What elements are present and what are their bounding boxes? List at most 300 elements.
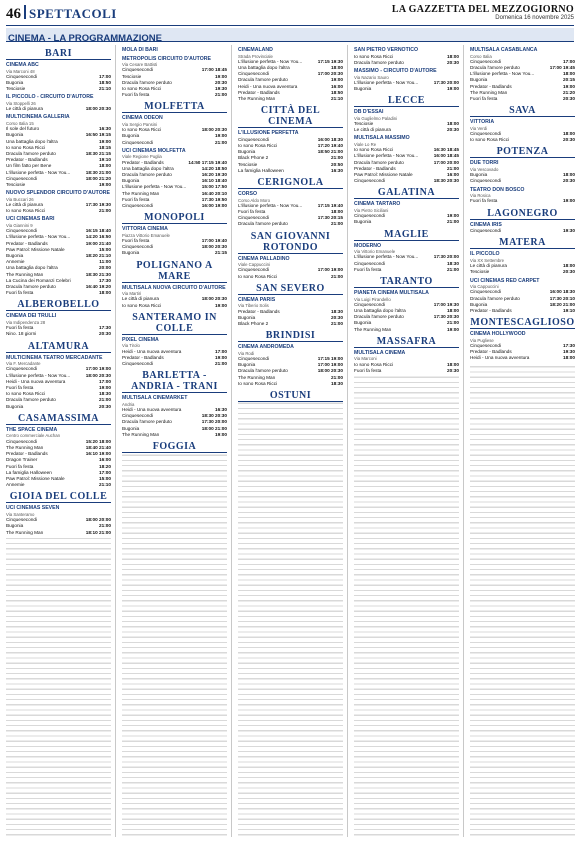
film-title: Cinquesecondi	[238, 267, 270, 273]
film-title: Dracula l'amore perduto	[238, 77, 288, 83]
showtime-row	[354, 267, 459, 273]
film-times: 21:00	[215, 92, 227, 98]
film-times: 17:30	[563, 343, 575, 349]
film-title: Cinquesecondi	[122, 139, 154, 145]
film-times: 17:30 20:10	[549, 295, 575, 301]
city-heading: GALATINA	[354, 187, 459, 199]
film-times: 19:00	[447, 86, 459, 91]
cinema-name: CINEMA DEI TRULLI	[6, 313, 57, 320]
cinema-name: CINEMA PALLADINO	[238, 255, 290, 262]
film-title: Tesciosie	[6, 182, 26, 188]
film-title: Bugonia	[470, 172, 488, 178]
film-title: Fuori fa festa	[122, 196, 150, 202]
cinema-name: VITTORIA CINEMA	[122, 226, 168, 233]
film-times: 17:00 20:30	[317, 71, 343, 77]
cinema-address: Via Pugliese	[470, 337, 494, 343]
film-times: 21:00	[331, 273, 343, 279]
film-title: Io sono Rosa Ricci	[122, 86, 162, 91]
film-times: 21:00	[99, 523, 111, 529]
showtime-row	[238, 274, 343, 280]
cinema-address: Andria	[122, 401, 135, 407]
film-title: Bugonia	[354, 86, 372, 91]
film-title: Le città di pianura	[6, 202, 44, 208]
showtime-row	[6, 86, 111, 92]
city-heading: ALBEROBELLO	[6, 299, 111, 311]
city-heading: MONOPOLI	[122, 212, 227, 224]
cinema-name: CINEMA HOLLYWOOD	[470, 331, 526, 338]
showtime-row	[470, 228, 575, 234]
film-title: Fuori fa festa	[6, 385, 34, 391]
film-title: Cinquesecondi	[238, 136, 270, 142]
showtime-row	[6, 182, 111, 188]
film-title: La Cucina dei Romanzi Celebri	[6, 277, 71, 283]
masthead	[392, 4, 574, 21]
film-times: 19:00	[215, 354, 227, 360]
film-times: 21:00	[99, 208, 111, 214]
cinema-address: Via Indipendenza 28	[6, 320, 46, 326]
city-heading: ALTAMURA	[6, 341, 111, 353]
showtime-row	[238, 381, 343, 387]
film-title: Paw Patrol: Missione Natale	[6, 475, 65, 481]
film-title: Dracula l'amore perduto	[470, 65, 520, 70]
cinema-address: Via Stoppelli 26	[6, 101, 36, 106]
cinema-name: MASSIMO - CIRCUITO D'AUTORE	[354, 68, 437, 74]
film-times: 20:30	[447, 367, 459, 373]
film-title: The Running Man	[6, 271, 44, 277]
film-title: Cinquesecondi	[122, 203, 154, 209]
film-times: 17:00 20:00	[433, 159, 459, 165]
showtime-row	[122, 303, 227, 309]
showtime-row	[354, 127, 459, 133]
showtime-row	[6, 482, 111, 488]
showtime-row	[6, 404, 111, 410]
film-times: 20:30	[331, 314, 343, 320]
film-title: L'illusione perfetta - Now You...	[354, 79, 419, 85]
film-times: 17:15 19:40	[317, 202, 343, 208]
film-title: Bugonia	[354, 320, 372, 326]
cinema-address: Via Giannini 9	[6, 223, 33, 229]
film-times: 18:00 20:30	[201, 127, 227, 133]
column-rule	[231, 45, 232, 837]
film-times: 16:30	[215, 407, 227, 413]
film-title: The Running Man	[354, 326, 392, 332]
showtime-row	[6, 208, 111, 214]
film-times: 20:15	[563, 77, 575, 83]
film-title: Fuori fa festa	[122, 238, 150, 244]
film-times: 21:00	[215, 361, 227, 367]
film-times: 17:30 20:15	[317, 215, 343, 221]
film-times: 17:00	[99, 73, 111, 79]
film-times: 18:30 21:30	[85, 271, 111, 277]
film-title: Fuori fa festa	[122, 92, 150, 98]
film-times: 17:30	[99, 325, 111, 331]
film-times: 16:10 18:40	[201, 178, 227, 184]
cinema-address: Via Marconi 48	[6, 68, 35, 74]
film-title: Predator - Badlands	[6, 240, 48, 246]
film-title: The Running Man	[238, 374, 276, 380]
cinema-name: MULTISALA CINEMARKET	[122, 395, 188, 402]
film-times: 18:00 21:20	[85, 175, 111, 181]
film-title: Bugonia	[238, 149, 256, 155]
film-times: 18:00	[563, 172, 575, 178]
cinema-name: MOLA DI BARI	[122, 47, 158, 53]
film-times: 20:30	[447, 127, 459, 133]
film-title: Fuori fa festa	[354, 266, 382, 272]
film-times: 17:00 19:45	[549, 65, 575, 70]
film-title: Dracula l'amore perduto	[122, 172, 172, 178]
film-times: 21:00	[447, 320, 459, 326]
film-times: 16:30	[99, 126, 111, 132]
showtime-row	[238, 96, 343, 102]
film-times: 17:30 19:50	[201, 196, 227, 202]
film-times: 18:00	[447, 308, 459, 314]
film-title: Io sono Rosa Ricci	[470, 137, 510, 143]
film-title: Una battaglia dopo l'altra	[122, 165, 174, 171]
showtime-row	[6, 290, 111, 296]
city-heading: MOLFETTA	[122, 101, 227, 113]
film-title: Una battaglia dopo l'altra	[6, 138, 58, 144]
film-title: The Running Man	[470, 89, 508, 95]
cinema-address: Via Luigi Pirandello	[354, 296, 391, 302]
film-times: 15:00	[99, 475, 111, 481]
film-times: 18:00	[99, 163, 111, 169]
cinema-address: Via Cappuccini	[470, 284, 499, 290]
film-title: Heidi - Una nuova avventura	[238, 83, 298, 89]
showtime-row	[238, 168, 343, 174]
film-times: 18:15	[99, 144, 111, 150]
film-times: 18:00	[563, 71, 575, 77]
showtime-row	[122, 250, 227, 256]
film-times: 18:30 20:30	[201, 413, 227, 419]
column-5	[470, 45, 575, 837]
film-title: L'illusione perfetta - Now You...	[354, 254, 419, 260]
film-title: Dracula l'amore perduto	[122, 419, 172, 425]
film-times: 18:30	[331, 380, 343, 386]
city-heading: MATERA	[470, 237, 575, 249]
film-title: Predator - Badlands	[470, 83, 512, 89]
cinema-address: Via Rodi	[238, 350, 255, 356]
film-title: Cinquesecondi	[238, 215, 270, 221]
film-title: Paw Patrol: Missione Natale	[354, 172, 413, 178]
film-times: 14:50 17:15 19:40	[188, 159, 227, 165]
film-times: 16:30	[331, 167, 343, 173]
film-times: 16:00 18:45	[433, 153, 459, 159]
film-title: Io sono Rosa Ricci	[122, 302, 162, 308]
film-times: 19:00	[215, 73, 227, 79]
film-times: 18:00	[563, 131, 575, 137]
film-times: 18:50 21:00	[317, 149, 343, 155]
cinema-name: IL PICCOLO - CIRCUITO D'AUTORE	[6, 94, 94, 101]
showtime-row	[122, 432, 227, 438]
film-times: 21:00	[331, 374, 343, 380]
film-title: Cinquesecondi	[122, 67, 154, 73]
film-title: Dracula l'amore perduto	[354, 314, 404, 320]
film-title: Black Phone 2	[238, 155, 269, 161]
cinema-name: MULTICINEMA GALLERIA	[6, 114, 70, 121]
film-times: 16:50 19:15	[85, 132, 111, 138]
city-heading: MASSAFRA	[354, 336, 459, 348]
film-title: Fuori fa festa	[470, 198, 498, 204]
film-times: 18:00 21:00	[201, 425, 227, 431]
film-title: Bugonia	[470, 301, 488, 307]
film-title: Predator - Badlands	[354, 165, 396, 171]
cinema-name: CINEMA PARIS	[238, 296, 276, 303]
film-times: 20:30	[563, 178, 575, 184]
film-times: 17:00	[99, 469, 111, 475]
film-times: 17:30 20:30	[433, 314, 459, 320]
film-times: 18:00	[99, 290, 111, 296]
city-heading: CERIGNOLA	[238, 177, 343, 189]
column-rule	[115, 45, 116, 837]
film-times: 19:00	[563, 198, 575, 204]
section-title: SPETTACOLI	[29, 6, 117, 21]
cinema-address: Viale Regione Puglia	[122, 154, 162, 160]
film-title: Un film fatto per Bene	[6, 163, 52, 169]
film-title: Bugonia	[122, 178, 140, 184]
cinema-name: NUOVO SPLENDOR CIRCUITO D'AUTORE	[6, 190, 110, 197]
film-title: La famiglia Halloween	[6, 469, 52, 475]
film-title: The Running Man	[122, 431, 160, 437]
film-times: 18:00 20:30	[201, 296, 227, 302]
section-banner	[6, 28, 574, 42]
city-heading: GIOIA DEL COLLE	[6, 491, 111, 503]
column-4	[354, 45, 459, 837]
film-title: Cinquesecondi	[122, 361, 154, 367]
cinema-name: PIXEL CINEMA	[122, 336, 159, 343]
film-times: 19:00	[447, 213, 459, 219]
film-times: 18:40 21:40	[85, 444, 111, 450]
film-title: Cinquesecondi	[470, 178, 502, 184]
film-title: Annemie	[6, 482, 25, 488]
film-times: 21:00	[331, 221, 343, 227]
film-times: 17:00	[215, 348, 227, 354]
cinema-address: Via Pietro Siciliani	[354, 208, 389, 214]
cinema-name: UCI CINEMAS RED CARPET	[470, 277, 540, 284]
cinema-name: MULTISALA NUOVA CIRCUITO D'AUTORE	[122, 284, 226, 291]
film-times: 20:30	[563, 137, 575, 143]
film-title: Predator - Badlands	[470, 308, 512, 314]
film-title: Una battaglia dopo l'altra	[354, 308, 406, 314]
showtime-row	[470, 355, 575, 361]
film-title: Fuori fa festa	[6, 325, 34, 331]
film-times: 17:00 19:30	[433, 301, 459, 307]
film-times: 21:10	[331, 96, 343, 102]
film-times: 20:50	[331, 161, 343, 167]
showtime-row	[470, 178, 575, 184]
cinema-name: TEATRO DON BOSCO	[470, 186, 525, 193]
listings-columns	[6, 45, 574, 837]
film-title: Io sono Rosa Ricci	[6, 208, 46, 214]
film-title: Predator - Badlands	[6, 451, 48, 457]
column-content	[470, 47, 575, 362]
film-times: 20:00	[99, 265, 111, 271]
film-times: 19:00	[99, 385, 111, 391]
film-title: The Running Man	[238, 96, 276, 102]
showtime-row	[470, 198, 575, 204]
city-heading: POLIGNANO A MARE	[122, 260, 227, 283]
cinema-name: UCI CINEMAS BARI	[6, 216, 55, 223]
film-title: L'illusione perfetta - Now You...	[122, 184, 187, 190]
film-times: 19:10	[99, 157, 111, 163]
film-title: Io sono Rosa Ricci	[122, 127, 162, 133]
city-heading: CASAMASSIMA	[6, 413, 111, 425]
film-title: L'illusione perfetta - Now You...	[238, 58, 303, 64]
cinema-name: MULTISALA CINEMA	[354, 349, 406, 356]
film-title: Predator - Badlands	[238, 308, 280, 314]
film-title: Cinquesecondi	[470, 58, 502, 64]
film-title: Heidi - Una nuova avventura	[122, 348, 182, 354]
film-title: Dracula l'amore perduto	[6, 151, 56, 157]
issue-date: Domenica 16 novembre 2025	[495, 15, 574, 21]
film-title: Bugonia	[6, 80, 24, 85]
film-times: 21:00	[331, 321, 343, 327]
film-title: L'illusione perfetta - Now You...	[6, 372, 71, 378]
film-times: 14:20 18:50	[201, 165, 227, 171]
film-times: 18:30	[447, 260, 459, 266]
film-times: 20:30	[447, 59, 459, 65]
city-heading: MAGLIE	[354, 229, 459, 241]
cinema-name: CINEMA IRIS	[470, 221, 502, 228]
film-times: 16:20 19:30	[201, 172, 227, 178]
film-title: The Running Man	[122, 190, 160, 196]
cinema-address: Via Verdi	[470, 125, 488, 131]
film-times: 20:30	[99, 331, 111, 337]
film-title: L'illusione perfetta - Now You...	[238, 202, 303, 208]
film-title: Tesciosie	[354, 121, 374, 126]
city-heading: MONTESCAGLIOSO	[470, 317, 575, 329]
film-times: 21:20	[563, 89, 575, 95]
film-times: 18:30	[331, 308, 343, 314]
film-title: Bugonia	[238, 314, 256, 320]
film-title: Le città di pianura	[470, 263, 508, 269]
film-times: 16:00	[447, 172, 459, 178]
film-title: Dracula l'amore perduto	[6, 397, 56, 403]
film-title: L'illusione perfetta - Now You...	[470, 71, 535, 77]
cinema-address: Strada Provinciale	[238, 53, 273, 59]
film-title: Cinquesecondi	[470, 131, 502, 137]
film-title: Cinquesecondi	[238, 71, 270, 77]
film-times: 17:30 20:00	[433, 254, 459, 260]
cinema-name: MULTISALA MASSIMO	[354, 135, 410, 142]
film-times: 21:00	[447, 165, 459, 171]
film-title: L'illusione perfetta - Now You...	[6, 234, 71, 240]
film-title: Io sono Rosa Ricci	[238, 380, 278, 386]
masthead-name: LA GAZZETTA DEL MEZZOGIORNO	[391, 4, 574, 15]
film-title: L'illusione perfetta - Now You...	[354, 153, 419, 159]
film-title: Predator - Badlands	[122, 354, 164, 360]
column-2	[122, 45, 227, 837]
film-title: Cinquesecondi	[354, 178, 386, 184]
column-rule	[463, 45, 464, 837]
film-times: 19:00	[447, 326, 459, 332]
film-times: 17:00 19:00	[317, 267, 343, 273]
cinema-address: Via XX Settembre	[470, 258, 505, 264]
film-times: 14:20 16:50	[85, 234, 111, 240]
showtime-row	[354, 368, 459, 374]
film-times: 21:00	[99, 397, 111, 403]
film-times: 15:20 18:00	[85, 438, 111, 444]
cinema-address: Via Vittorio Emanuele	[354, 249, 396, 255]
film-times: 18:00	[331, 209, 343, 215]
film-title: Predator - Badlands	[238, 89, 280, 95]
cinema-address: Viale Lo Re	[354, 142, 377, 147]
film-title: Dracula l'amore perduto	[470, 295, 520, 301]
film-title: Cinquesecondi	[122, 413, 154, 419]
film-times: 19:00	[215, 302, 227, 308]
column-content	[122, 47, 227, 453]
film-times: 19:30	[563, 349, 575, 355]
film-times: 20:30	[563, 96, 575, 102]
film-title: Cinquesecondi	[6, 73, 38, 79]
film-title: Bugonia	[470, 77, 488, 83]
cinema-name: DUE TORRI	[470, 160, 499, 167]
film-times: 21:10	[99, 482, 111, 488]
showtime-row	[470, 96, 575, 102]
film-times: 20:30	[99, 403, 111, 409]
city-heading: LAGONEGRO	[470, 208, 575, 220]
film-times: 17:30 20:00	[433, 79, 459, 85]
film-title: Dragon Trainer	[6, 457, 38, 463]
cinema-name: CINEMA ODEON	[122, 115, 163, 122]
film-times: 18:30 21:15	[85, 151, 111, 157]
city-heading: BARLETTA - ANDRIA - TRANI	[122, 370, 227, 393]
film-title: Cinquesecondi	[122, 244, 154, 250]
cinema-name: PIANETA CINEMA MULTISALA	[354, 290, 429, 297]
cinema-name: CORSO	[238, 191, 258, 198]
film-times: 17:00 19:00	[317, 362, 343, 368]
column-rule	[347, 45, 348, 837]
showtime-row	[122, 203, 227, 209]
film-times: 19:00	[215, 431, 227, 437]
film-times: 16:00 18:30	[317, 136, 343, 142]
film-times: 19:00	[563, 83, 575, 89]
film-title: Heidi - Una nuova avventura	[470, 355, 530, 361]
film-times: 17:30 20:00	[201, 419, 227, 425]
film-times: 19:10	[563, 308, 575, 314]
cinema-name: UCI CINEMAS SEVEN	[6, 505, 60, 512]
film-title: Cinquesecondi	[470, 343, 502, 349]
film-times: 15:00	[99, 246, 111, 252]
cinema-name: IL PICCOLO	[470, 251, 500, 258]
cinema-name: MULTISALA CASABLANCA	[470, 47, 538, 53]
film-title: Annemie	[6, 259, 25, 265]
cinema-name: SAN PIETRO VERNOTICO	[354, 47, 418, 53]
film-times: 20:30	[563, 269, 575, 275]
film-title: Heidi - Una nuova avventura	[6, 378, 66, 384]
column-content	[6, 48, 111, 536]
film-title: Bugonia	[122, 133, 140, 139]
column-1	[6, 45, 111, 837]
film-title: Bugonia	[238, 362, 256, 368]
showtime-row	[6, 530, 111, 536]
film-title: Io sono Rosa Ricci	[238, 273, 278, 279]
film-title: Bugonia	[6, 253, 24, 259]
cinema-address: Via Vescovado	[470, 167, 499, 173]
film-times: 17:30 19:30	[85, 202, 111, 208]
film-times: 18:00 20:30	[85, 372, 111, 378]
film-title: Cinquesecondi	[470, 228, 502, 234]
film-title: Io sono Rosa Ricci	[354, 147, 394, 153]
city-heading: FOGGIA	[122, 441, 227, 453]
cinema-name: CINEMALAND	[238, 47, 273, 53]
film-times: 18:00 20:30	[201, 244, 227, 250]
film-title: Io sono Rosa Ricci	[354, 361, 394, 367]
film-title: Dracula l'amore perduto	[122, 79, 172, 85]
film-times: 16:15 18:40	[85, 228, 111, 234]
film-times: 18:00	[447, 121, 459, 126]
film-title: Fuori fa festa	[354, 367, 382, 373]
folio-divider	[24, 5, 26, 19]
